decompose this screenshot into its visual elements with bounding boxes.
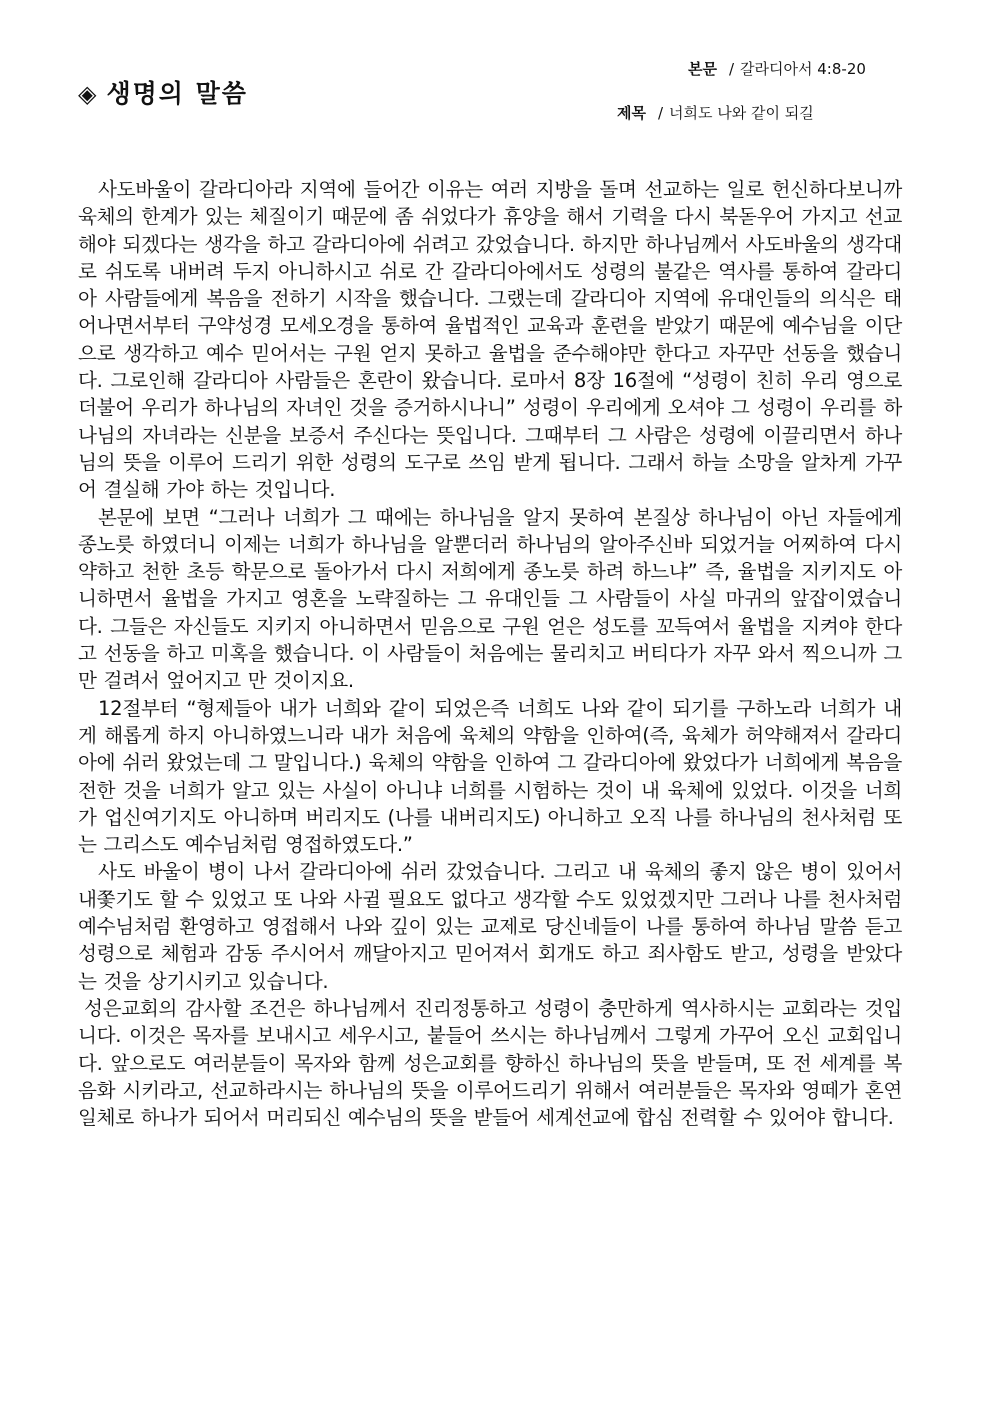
paragraph: 성은교회의 감사할 조건은 하나님께서 진리정통하고 성령이 충만하게 역사하시는 교회라는 것입니다. 이것은 목자를 보내시고 세우시고, 붙들어 쓰시는 하나님께서 그렇게 가꾸어 오신 교회입니다. 앞으로도 여러분들이 목자와 함께 성은교회를 향하신 하나님의 뜻을 받들며, 또 전 세계를 복음화 시키라고, 선교하라시는 하나님의 뜻을 이루어드리기 위해서 여러분들은 목자와 영떼가 혼연일체로 하나가 되어서 머리되신 예수님의 뜻을 받들어 세계선교에 합심 전력할 수 있어야 합니다. xyxy=(78,996,902,1130)
scripture-label: 본문 xyxy=(688,60,717,78)
paragraph: 사도 바울이 병이 나서 갈라디아에 쉬러 갔었습니다. 그리고 내 육체의 좋지 않은 병이 있어서 내쫓기도 할 수 있었고 또 나와 사귈 필요도 없다고 생각할 수도 있었겠지만 그러나 나를 천사처럼 예수님처럼 환영하고 영접해서 나와 깊이 있는 교제로 당신네들이 나를 통하여 하나님 말씀 듣고 성령으로 체험과 감동 주시어서 깨달아지고 믿어져서 회개도 하고 죄사함도 받고, 성령을 받았다는 것을 상기시키고 있습니다. xyxy=(78,860,902,993)
sermon-title-separator: / xyxy=(657,104,664,122)
paragraph: 본문에 보면 “그러나 너희가 그 때에는 하나님을 알지 못하여 본질상 하나님이 아닌 자들에게 종노릇 하였더니 이제는 너희가 하나님을 알뿐더러 하나님의 알아주신바 되었거늘 어찌하여 다시 약하고 천한 초등 학문으로 돌아가서 다시 저희에게 종노릇 하려 하느냐” 즉, 율법을 지키지도 아니하면서 율법을 가지고 영혼을 노략질하는 그 유대인들 그 사람들이 사실 마귀의 앞잡이였습니다. 그들은 자신들도 지키지 아니하면서 믿음으로 구원 얻은 성도를 꼬득여서 율법을 지켜야 한다고 선동을 하고 미혹을 했습니다. 이 사람들이 처음에는 물리치고 버티다가 자꾸 와서 찍으니까 그만 걸려서 엎어지고 만 것이지요. xyxy=(78,505,902,693)
scripture-separator: / xyxy=(728,60,735,78)
sermon-body xyxy=(78,176,902,1131)
section-title-text: 생명의 말씀 xyxy=(106,79,248,108)
sermon-title-value: 너희도 나와 같이 되길 xyxy=(669,104,814,122)
sermon-title xyxy=(617,102,814,123)
scripture-reference xyxy=(688,58,866,79)
section-title xyxy=(78,74,248,110)
sermon-title-label: 제목 xyxy=(617,104,646,122)
paragraph: 사도바울이 갈라디아라 지역에 들어간 이유는 여러 지방을 돌며 선교하는 일로 헌신하다보니까 육체의 한계가 있는 체질이기 때문에 좀 쉬었다가 휴양을 해서 기력을 다시 북돋우어 가지고 선교해야 되겠다는 생각을 하고 갈라디아에 쉬려고 갔었습니다. 하지만 하나님께서 사도바울의 생각대로 쉬도록 내버려 두지 아니하시고 쉬로 간 갈라디아에서도 성령의 불같은 역사를 통하여 갈라디아 사람들에게 복음을 전하기 시작을 했습니다. 그랬는데 갈라디아 지역에 유대인들의 의식은 태어나면서부터 구약성경 모세오경을 통하여 율법적인 교육과 훈련을 받았기 때문에 예수님을 이단으로 생각하고 예수 믿어서는 구원 얻지 못하고 율법을 준수해야만 한다고 자꾸만 선동을 했습니다. 그로인해 갈라디아 사람들은 혼란이 왔습니다. 로마서 8장 16절에 “성령이 친히 우리 영으로 더불어 우리가 하나님의 자녀인 것을 증거하시나니” 성령이 우리에게 오셔야 그 성령이 우리를 하나님의 자녀라는 신분을 보증서 주신다는 뜻입니다. 그때부터 그 사람은 성령에 이끌리면서 하나님의 뜻을 이루어 드리기 위한 성령의 도구로 쓰임 받게 됩니다. 그래서 하늘 소망을 알차게 가꾸어 결실해 가야 하는 것입니다. xyxy=(78,178,902,502)
paragraph: 12절부터 “형제들아 내가 너희와 같이 되었은즉 너희도 나와 같이 되기를 구하노라 너희가 내게 해롭게 하지 아니하였느니라 내가 처음에 육체의 약함을 인하여(즉, 육체가 허약해져서 갈라디아에 쉬러 왔었는데 그 말입니다.) 육체의 약함을 인하여 그 갈라디아에 왔었다가 너희에게 복음을 전한 것을 너희가 알고 있는 사실이 아니냐 너희를 시험하는 것이 내 육체에 있었다. 이것을 너희가 업신여기지도 아니하며 버리지도 (나를 내버리지도) 아니하고 오직 나를 하나님의 천사처럼 또는 그리스도 예수님처럼 영접하였도다.” xyxy=(78,696,902,857)
scripture-value: 갈라디아서 4:8-20 xyxy=(740,60,866,78)
diamond-icon: ◈ xyxy=(78,80,99,108)
